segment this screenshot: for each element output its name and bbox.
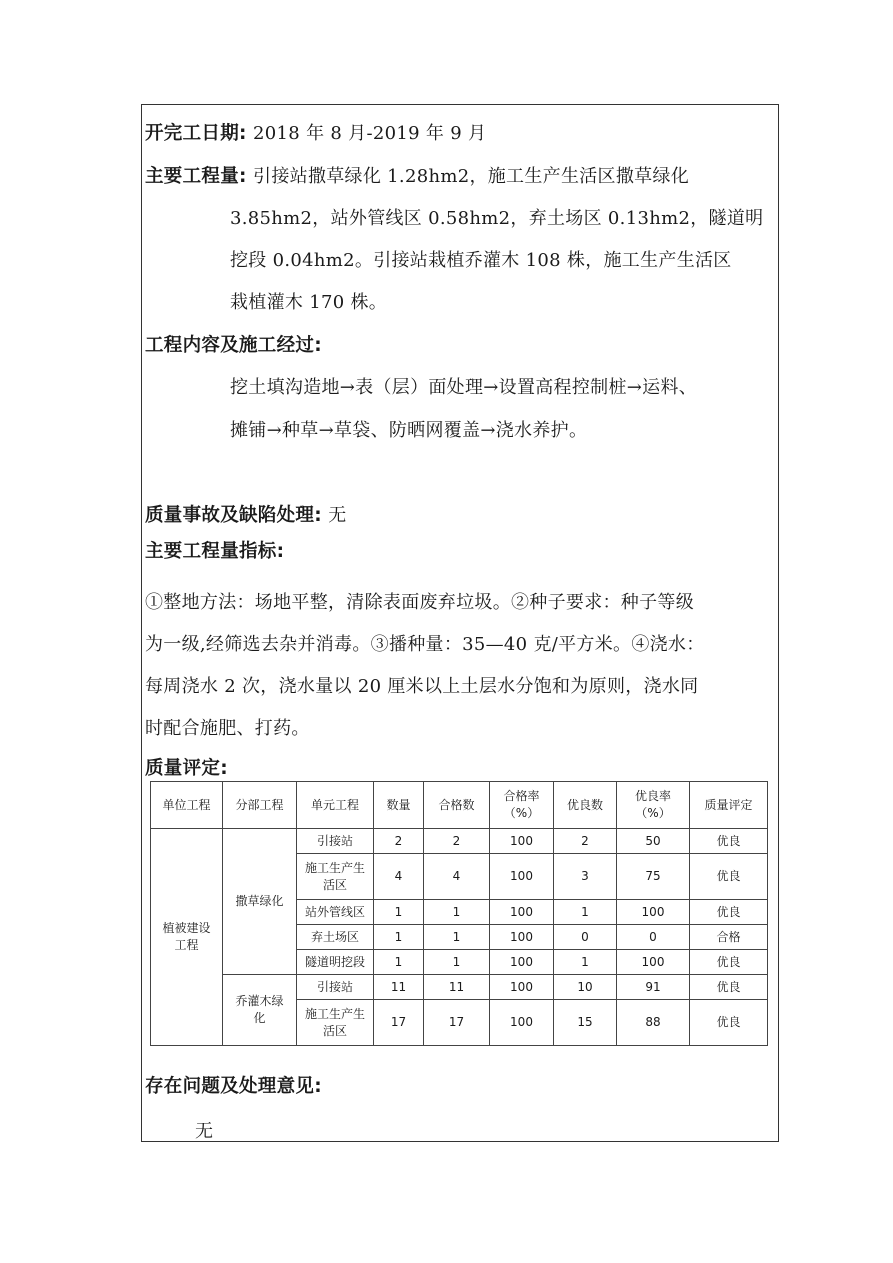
defects-value: 无 bbox=[328, 505, 347, 526]
dates-label: 开完工日期: bbox=[145, 123, 247, 144]
header-qualified: 合格数 bbox=[424, 782, 490, 829]
excellent-rate-cell: 50 bbox=[617, 829, 690, 854]
table-header-row bbox=[151, 782, 768, 829]
qualified-rate-cell: 100 bbox=[490, 1000, 554, 1046]
qualified-cell: 4 bbox=[424, 854, 490, 900]
unit-cell: 施工生产生 活区 bbox=[297, 1000, 374, 1046]
process-label: 工程内容及施工经过: bbox=[145, 335, 322, 356]
quantities-row bbox=[145, 164, 689, 189]
table-row bbox=[151, 829, 768, 854]
count-cell: 2 bbox=[374, 829, 424, 854]
grade-cell: 优良 bbox=[690, 829, 768, 854]
excellent-cell: 2 bbox=[554, 829, 617, 854]
header-grade: 质量评定 bbox=[690, 782, 768, 829]
qualified-cell: 1 bbox=[424, 925, 490, 950]
qualified-rate-cell: 100 bbox=[490, 925, 554, 950]
qualified-cell: 17 bbox=[424, 1000, 490, 1046]
unit-cell: 引接站 bbox=[297, 975, 374, 1000]
quantities-line-2: 3.85hm2，站外管线区 0.58hm2，弃土场区 0.13hm2，隧道明 bbox=[230, 208, 764, 229]
grade-cell: 优良 bbox=[690, 900, 768, 925]
unit-cell: 弃土场区 bbox=[297, 925, 374, 950]
indicators-line-4: 时配合施肥、打药。 bbox=[145, 718, 310, 739]
header-unit-item: 单元工程 bbox=[297, 782, 374, 829]
indicators-line-1: ①整地方法：场地平整，清除表面废弃垃圾。②种子要求：种子等级 bbox=[145, 592, 694, 613]
excellent-rate-cell: 91 bbox=[617, 975, 690, 1000]
quality-table bbox=[150, 781, 768, 1046]
grade-cell: 优良 bbox=[690, 1000, 768, 1046]
process-line-2: 摊铺→种草→草袋、防晒网覆盖→浇水养护。 bbox=[230, 420, 588, 441]
unit-cell: 站外管线区 bbox=[297, 900, 374, 925]
sub-project-cell: 乔灌木绿 化 bbox=[223, 975, 297, 1046]
excellent-cell: 3 bbox=[554, 854, 617, 900]
quantities-line-1: 引接站撒草绿化 1.28hm2，施工生产生活区撒草绿化 bbox=[253, 166, 690, 187]
header-unit-project: 单位工程 bbox=[151, 782, 223, 829]
excellent-rate-cell: 100 bbox=[617, 900, 690, 925]
count-cell: 11 bbox=[374, 975, 424, 1000]
header-qualified-rate: 合格率 （%） bbox=[490, 782, 554, 829]
excellent-rate-cell: 88 bbox=[617, 1000, 690, 1046]
qualified-rate-cell: 100 bbox=[490, 900, 554, 925]
defects-label: 质量事故及缺陷处理: bbox=[145, 505, 322, 526]
excellent-cell: 10 bbox=[554, 975, 617, 1000]
qualified-rate-cell: 100 bbox=[490, 950, 554, 975]
indicators-line-3: 每周浇水 2 次，浇水量以 20 厘米以上土层水分饱和为原则，浇水同 bbox=[145, 676, 699, 697]
excellent-cell: 0 bbox=[554, 925, 617, 950]
qualified-rate-cell: 100 bbox=[490, 854, 554, 900]
count-cell: 1 bbox=[374, 900, 424, 925]
defects-row bbox=[145, 503, 347, 528]
excellent-cell: 1 bbox=[554, 950, 617, 975]
qualified-cell: 1 bbox=[424, 950, 490, 975]
header-excellent: 优良数 bbox=[554, 782, 617, 829]
qualified-cell: 2 bbox=[424, 829, 490, 854]
header-count: 数量 bbox=[374, 782, 424, 829]
grade-cell: 优良 bbox=[690, 854, 768, 900]
sub-project-cell: 撒草绿化 bbox=[223, 829, 297, 975]
qualified-cell: 11 bbox=[424, 975, 490, 1000]
count-cell: 1 bbox=[374, 925, 424, 950]
excellent-rate-cell: 0 bbox=[617, 925, 690, 950]
evaluation-label: 质量评定: bbox=[145, 758, 228, 779]
qualified-rate-cell: 100 bbox=[490, 975, 554, 1000]
dates-row bbox=[145, 121, 486, 146]
header-excellent-rate: 优良率 （%） bbox=[617, 782, 690, 829]
issues-value: 无 bbox=[195, 1121, 214, 1142]
excellent-rate-cell: 75 bbox=[617, 854, 690, 900]
count-cell: 1 bbox=[374, 950, 424, 975]
unit-project-cell: 植被建设 工程 bbox=[151, 829, 223, 1046]
quantities-line-3: 挖段 0.04hm2。引接站栽植乔灌木 108 株，施工生产生活区 bbox=[230, 250, 732, 271]
qualified-cell: 1 bbox=[424, 900, 490, 925]
grade-cell: 合格 bbox=[690, 925, 768, 950]
qualified-rate-cell: 100 bbox=[490, 829, 554, 854]
issues-label: 存在问题及处理意见: bbox=[145, 1076, 322, 1097]
dates-value: 2018 年 8 月-2019 年 9 月 bbox=[253, 123, 487, 144]
indicators-label: 主要工程量指标: bbox=[145, 541, 285, 562]
table-row bbox=[151, 975, 768, 1000]
unit-cell: 施工生产生 活区 bbox=[297, 854, 374, 900]
count-cell: 4 bbox=[374, 854, 424, 900]
process-line-1: 挖土填沟造地→表（层）面处理→设置高程控制桩→运料、 bbox=[230, 377, 698, 398]
count-cell: 17 bbox=[374, 1000, 424, 1046]
indicators-line-2: 为一级,经筛选去杂并消毒。③播种量：35—40 克/平方米。④浇水： bbox=[145, 634, 705, 655]
unit-cell: 隧道明挖段 bbox=[297, 950, 374, 975]
excellent-rate-cell: 100 bbox=[617, 950, 690, 975]
quantities-label: 主要工程量: bbox=[145, 166, 247, 187]
grade-cell: 优良 bbox=[690, 975, 768, 1000]
excellent-cell: 15 bbox=[554, 1000, 617, 1046]
unit-cell: 引接站 bbox=[297, 829, 374, 854]
header-sub-project: 分部工程 bbox=[223, 782, 297, 829]
grade-cell: 优良 bbox=[690, 950, 768, 975]
excellent-cell: 1 bbox=[554, 900, 617, 925]
quantities-line-4: 栽植灌木 170 株。 bbox=[230, 292, 388, 313]
